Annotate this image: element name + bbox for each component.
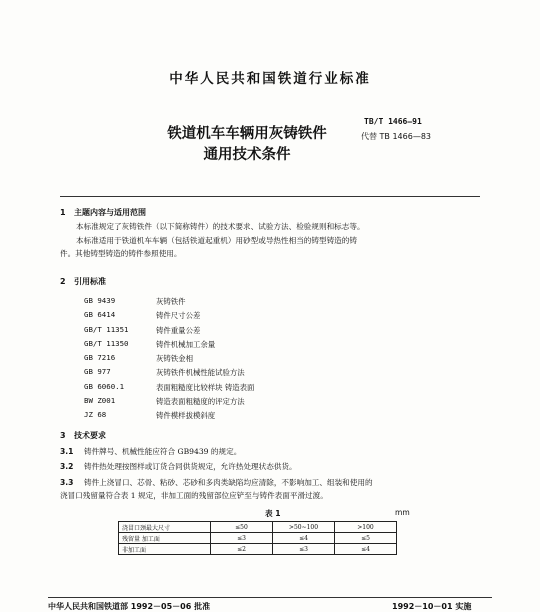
standard-category-title: 中华人民共和国铁道行业标准: [169, 71, 371, 87]
reference-item: [84, 382, 254, 396]
reference-item: [84, 410, 254, 424]
table-row-label: 浇冒口颈最大尺寸: [119, 522, 211, 533]
header-divider: [60, 196, 480, 197]
reference-item: [84, 310, 254, 324]
table-cell: >50~100: [273, 522, 335, 533]
section-title: 主题内容与适用范围: [74, 208, 146, 217]
reference-title: 表面粗糙度比较样块 铸造表面: [156, 382, 255, 392]
table-caption: 表 1: [265, 509, 281, 518]
document-title: [137, 124, 357, 166]
section-number: 3: [60, 431, 66, 440]
clause-number: 3.3: [60, 478, 74, 487]
table-cell: ≤5: [335, 533, 397, 544]
reference-code: GB/T 11350: [84, 338, 129, 348]
section-title: 引用标准: [74, 277, 106, 286]
reference-list: [84, 296, 254, 425]
table-row: [119, 533, 397, 544]
section-1-paragraph-2: [60, 234, 480, 260]
footer-divider: [48, 597, 492, 598]
section-1-paragraph-1: [60, 220, 480, 233]
document-title-line2: 通用技术条件: [203, 147, 291, 163]
reference-title: 铸件重量公差: [156, 325, 201, 335]
reference-title: 灰铸铁件机械性能试验方法: [156, 368, 245, 378]
reference-title: 铸件尺寸公差: [156, 311, 201, 321]
section-2-heading: [60, 276, 106, 287]
section-number: 1: [60, 208, 66, 217]
table-row-label: 残留量 加工面: [119, 533, 211, 544]
clause-3-1: [60, 445, 480, 458]
table-cell: ≤4: [335, 544, 397, 555]
reference-title: 铸件模样拔模斜度: [156, 411, 216, 421]
standard-code: TB/T 1466—91: [364, 117, 422, 126]
reference-title: 铸件机械加工余量: [156, 339, 216, 349]
reference-code: GB 7216: [84, 353, 116, 363]
reference-item: [84, 339, 254, 353]
clause-text: 铸件牌号、机械性能应符合 GB9439 的规定。: [84, 447, 242, 456]
section-title: 技术要求: [74, 431, 106, 440]
reference-title: 灰铸铁件: [156, 297, 186, 306]
clause-3-2: [60, 460, 480, 473]
paragraph-text: 本标准规定了灰铸铁件（以下简称铸件）的技术要求、试验方法、检验规则和标志等。: [76, 222, 365, 231]
reference-item: [84, 296, 254, 310]
clause-number: 3.2: [60, 462, 74, 471]
reference-code: GB 6414: [84, 310, 116, 320]
reference-code: BW Z001: [84, 396, 116, 406]
table-1: [118, 521, 397, 555]
table-cell: ≤2: [211, 544, 273, 555]
implementation-date: 1992－10－01 实施: [392, 602, 472, 611]
section-3-heading: [60, 430, 106, 441]
table-unit: mm: [395, 508, 410, 517]
paragraph-text: 本标准适用于铁道机车车辆（包括铁道起重机）用砂型或导热性相当的铸型铸造的铸: [76, 236, 357, 245]
reference-item: [84, 396, 254, 410]
clause-text: 铸件热处理按图样或订货合同供货规定，允许热处理状态供货。: [84, 462, 297, 471]
section-number: 2: [60, 277, 66, 286]
table-header-row: [119, 522, 397, 533]
clause-3-3: [60, 476, 480, 502]
clause-text: 铸件上浇冒口、芯骨、粘砂、芯砂和多肉类缺陷均应清除，不影响加工、组装和使用的: [84, 478, 373, 487]
table-cell: >100: [335, 522, 397, 533]
table-cell: ≤3: [211, 533, 273, 544]
table-cell: ≤4: [273, 533, 335, 544]
reference-item: [84, 367, 254, 381]
reference-code: GB 9439: [84, 296, 116, 305]
reference-code: JZ 68: [84, 410, 107, 420]
table-row-label: 非加工面: [119, 544, 211, 555]
section-1-heading: [60, 207, 146, 218]
reference-title: 铸造表面粗糙度的评定方法: [156, 397, 245, 407]
replaces-standard: 代替 TB 1466—83: [361, 132, 431, 141]
reference-code: GB 6060.1: [84, 381, 125, 391]
table-cell: ≤3: [273, 544, 335, 555]
clause-number: 3.1: [60, 447, 74, 456]
reference-code: GB 977: [84, 367, 111, 377]
reference-item: [84, 325, 254, 339]
reference-code: GB/T 11351: [84, 324, 129, 334]
approval-note: 中华人民共和国铁道部 1992－05－06 批准: [48, 602, 211, 611]
table-cell: ≤50: [211, 522, 273, 533]
clause-text: 浇冒口残留量符合表 1 规定，非加工面的残留部位应铲至与铸件表面平滑过渡。: [60, 491, 328, 500]
document-title-line1: 铁道机车车辆用灰铸铁件: [167, 126, 327, 142]
table-row: [119, 544, 397, 555]
paragraph-text: 件。其他铸型铸造的铸件参照使用。: [60, 249, 182, 258]
reference-item: [84, 353, 254, 367]
reference-title: 灰铸铁金相: [156, 354, 193, 364]
